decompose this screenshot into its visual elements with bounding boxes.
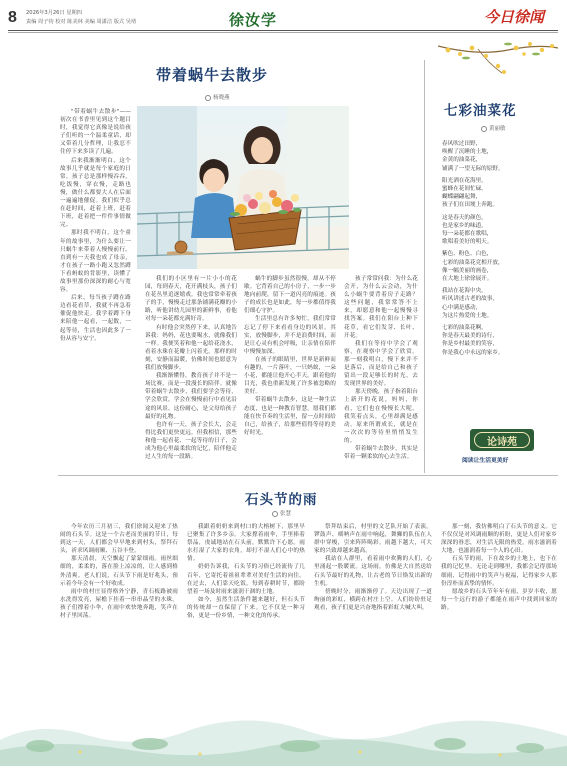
article-snail-col3 xyxy=(145,275,237,472)
poem-line: 蜜蜂在花间忙碌， xyxy=(442,186,487,193)
poem-line: 金黄的油菜花， xyxy=(442,157,482,164)
article-stone-col2 xyxy=(187,523,305,710)
paragraph: 傍晚时分，雨渐渐停了。天边出现了一道绚丽的彩虹，横跨在村庄上空。人们纷纷驻足观看，孩子们更是兴奋地指着彩虹大喊大叫。 xyxy=(314,588,432,611)
article-snail-col4 xyxy=(244,275,336,472)
page-number: 8 xyxy=(8,9,17,26)
paragraph: 愿故乡的石头节年年有雨，岁岁丰收，愿每一个远行的游子都能在雨声中找到回家的路。 xyxy=(441,588,557,611)
poem-line: 蝴蝶翩翩起舞， xyxy=(442,194,482,201)
column-badge-text: 论诗苑 xyxy=(487,437,517,448)
branch-decoration xyxy=(438,36,558,96)
column-divider xyxy=(424,60,425,473)
paragraph: 雨中的村庄显得格外宁静，青石板路被雨水洗得发亮，屋檐下挂着一串串晶莹的水珠。孩子们撑着小伞，在雨中欢快地奔跑，笑声在村子里回荡。 xyxy=(60,588,178,620)
paragraph: 我跟着奶奶来到村口的大榕树下，那里早已聚集了许多乡亲。大家撑着雨伞，手里捧着祭品，虔诚地站在石头前，默默许下心愿。雨水打湿了大家的衣角，却打不湿人们心中的热情。 xyxy=(187,524,305,563)
article-title-rapeseed: 七彩油菜花 xyxy=(444,103,517,119)
section-divider xyxy=(58,475,558,476)
issue-date: 2026年3月26日 星期四 xyxy=(26,10,82,16)
editor-credits: 责编 周子钧 校对 陈美林 美编 周潇洁 版式 吴靖 xyxy=(26,19,137,25)
poem-line: 歌唱着美好的明天。 xyxy=(442,239,493,246)
paragraph: 我站在人群里，看着雨中欢腾的人们，心里涌起一股暖流。这场雨，仿佛是大自然送给石头节最好的礼物，让古老的节日焕发出新的生机。 xyxy=(314,556,432,587)
poem-line: 这是春天的颜色， xyxy=(442,214,487,221)
poem-line: 七彩的油菜花啊， xyxy=(442,325,487,332)
poem-line: 孩子们在田埂上奔跑。 xyxy=(442,202,498,209)
column-badge-caption: 阅读让生活更美好 xyxy=(462,458,509,464)
article-byline-stone-festival: 张慧 xyxy=(272,509,291,517)
paragraph: 后来，每当孩子蹲在路边看花看草，我就不再急着催促他快走。我学着蹲下身来陪他一起看，一起数，一起等待，生活也因此多了一份从容与安宁。 xyxy=(60,295,131,342)
article-stone-col4 xyxy=(441,523,557,710)
paragraph: 奶奶告诉我，石头节的习俗已经流传了几百年，它寄托着祖祖辈辈对美好生活的向往。在过去，人们靠天吃饭，每到春耕时节，都盼望着一场及时雨来滋润干涸的土地。 xyxy=(187,564,305,595)
header-rule-thin xyxy=(8,32,558,33)
paragraph: 今年农历三月初三，我们徐闻又迎来了热闹的石头节。这是一个古老而美丽的节日，每到这一天，人们都会早早地来到村头，祭拜石头，祈求风调雨顺、五谷丰登。 xyxy=(60,524,178,555)
poem-line: 我站在花海中央， xyxy=(442,288,487,295)
article-snail-col1 xyxy=(60,108,131,472)
poem-line: 你是春天最美的诗行， xyxy=(442,333,498,340)
landscape-decoration xyxy=(0,700,567,766)
paragraph: 后来我渐渐明白，这个故事几乎就是每个家庭的日常。孩子总是那样慢吞吞，吃饭慢，穿衣慢，走路也慢，做什么都要大人在后面一遍遍地催促。我们似乎总在赶时间，赶着上班，赶着下班，赶着把一件件事情做完。 xyxy=(60,157,131,229)
paragraph: 那一刻，我仿佛明白了石头节的意义。它不仅仅是对风调雨顺的祈盼，更是人们对家乡深深的眷恋，对生活无限的热爱。雨水滋润着大地，也滋润着每一个人的心田。 xyxy=(441,524,557,555)
column-badge xyxy=(470,429,534,451)
paragraph: 那时我不明白，这个童年的故事里，为什么要让一只蜗牛来带着人慢慢前行。直到有一天我也成了母亲，才在孩子一路小跑又忽然蹲下看蚂蚁的背影里，读懂了故事里那份深深的耐心与宽容。 xyxy=(60,230,131,294)
poem-line: 也是家乡的味道， xyxy=(442,222,487,229)
illustration-mother-child-flowers xyxy=(137,106,349,269)
paragraph: 孩子常常问我：为什么花会开，为什么云会动，为什么小蜗牛要背着房子走路？这些问题，我常常答不上来，却愿意和他一起慢慢寻找答案。我们在阳台上种下花草，看它们发芽、长叶、开花。 xyxy=(344,276,418,339)
article-snail-col2 xyxy=(344,275,418,472)
paragraph: 带着蜗牛去散步，这是一种生活态度，也是一种教育智慧。愿我们都能在快节奏的生活里，留一点时间给自己，给孩子，给那些值得等待的美好时光。 xyxy=(244,397,336,436)
newspaper-logo: 今日徐闻 xyxy=(484,8,545,26)
article-stone-col3 xyxy=(314,523,432,710)
article-byline-snail: 杨晓燕 xyxy=(205,93,230,101)
paragraph: 祭拜结束后，村里的文艺队开始了表演。锣鼓声、唢呐声在雨中响起，舞狮的队伍在人群中穿梭，引来阵阵喝彩。雨越下越大，可大家的兴致却越来越高。 xyxy=(314,524,432,555)
paragraph: 有时他会突然停下来，认真地告诉我：妈妈，花也要喝水，就像我们一样。我便笑着和他一起给花浇水，看着水珠在花瓣上闪着光。那样的时刻，安静而温暖，仿佛时间也愿意为我们放慢脚步。 xyxy=(145,324,237,372)
paragraph: 生活里总有许多匆忙，我们常常忘记了停下来看看身边的风景。其实，放慢脚步，并不是浪费时间，而是让心灵有机会呼吸，让亲情在陪伴中慢慢加深。 xyxy=(244,316,336,355)
poem-line: 七彩的油菜花竞相开放， xyxy=(442,259,504,266)
poem-line: 阳光洒在花海里， xyxy=(442,177,487,184)
column-name: 徐汝学 xyxy=(229,11,278,29)
poem-line: 在大地上徐徐展开。 xyxy=(442,276,493,283)
paragraph: 我渐渐懂得，教育孩子并不是一场比赛，而是一段漫长的陪伴。就像带着蜗牛去散步，我们要学会等待，学会欣赏，学会在慢慢前行中看见沿途的风景。这份耐心，是父母给孩子最好的礼物。 xyxy=(145,373,237,420)
poem-line: 唤醒了沉睡的土地， xyxy=(442,149,493,156)
paragraph: 在孩子的眼睛里，世界是新鲜而有趣的。一片落叶，一只蚂蚁，一朵小花，都能让他开心半天。跟着他的目光，我也重新发现了许多被忽略的美好。 xyxy=(244,356,336,396)
article-byline-rapeseed: 黄丽敏 xyxy=(481,124,506,132)
paragraph: 也许有一天，孩子会长大，会走得比我们更快更远。但我相信，那些和他一起看花、一起等待的日子，会成为他心里最柔软的记忆，陪伴他走过人生的每一段路。 xyxy=(145,421,237,461)
poem-line: 你是乡村最美的笑容， xyxy=(442,341,498,348)
paragraph: 那天傍晚，孩子指着阳台上新开的花说，妈妈，你看，它们也在慢慢长大呢。我笑着点头，心里却满是感动。原来所谓成长，就是在一次次的等待里悄悄发生的。 xyxy=(344,389,418,444)
article-title-snail: 带着蜗牛去散步 xyxy=(156,66,269,84)
paragraph: 那天清晨，天空飘起了蒙蒙细雨。雨丝细细的，柔柔的，落在脸上凉凉的，让人感到格外清爽。老人们说，石头节下雨是好兆头，预示着今年会有一个好收成。 xyxy=(60,556,178,587)
header-rule xyxy=(8,30,558,31)
paragraph: "带着蜗牛去散步"——初次在书香里见到这个题目时，我觉得它真像是说给孩子们听的一个温柔童话，却又带着几分哲理，让我忍不住停下来多读了几遍。 xyxy=(60,109,131,156)
paragraph: 带着蜗牛去散步，其实是带着一颗柔软的心去生活。 xyxy=(344,445,418,461)
poem-line: 每一朵花都在歌唱， xyxy=(442,231,493,238)
paragraph: 蜗牛的脚步虽然很慢，却从不停歇。它背着自己的小房子，一步一步地向前爬，留下一道闪亮的痕迹。孩子的成长也是如此，每一步都值得我们细心守护。 xyxy=(244,276,336,315)
poem-line: 心中满是感动， xyxy=(442,304,482,311)
poem-body xyxy=(442,140,554,432)
poem-line: 铺满了一望无际的原野。 xyxy=(442,165,504,172)
poem-line: 像一幅美丽的画卷， xyxy=(442,267,493,274)
poem-line: 紫色、粉色、白色， xyxy=(442,251,493,258)
poem-line: 你是我心中永远的家乡。 xyxy=(442,349,504,356)
article-title-stone-festival: 石头节的雨 xyxy=(245,492,318,508)
paragraph: 石头节的雨，下在故乡的土地上，也下在我的记忆里。无论走到哪里，我都会记得那场细雨，记得雨中的笑声与祝福，记得家乡人那份淳朴而真挚的情怀。 xyxy=(441,556,557,587)
paragraph: 我们的小区里有一片小小的花园，每到春天，花开满枝头，孩子们在花丛里追逐嬉戏。我也常常牵着孩子的手，慢慢走过那条铺满花瓣的小路，听他讲幼儿园里的新鲜事，看他对每一朵花都充满好奇。 xyxy=(145,276,237,323)
article-stone-col1 xyxy=(60,523,178,710)
paragraph: 如今，虽然生活条件越来越好，但石头节的传统却一直保留了下来。它不仅是一种习俗，更是一份乡情，一种文化的传承。 xyxy=(187,596,305,620)
poem-line: 听风讲述古老的故事， xyxy=(442,296,498,303)
poem-line: 春风吹过田野， xyxy=(442,141,482,147)
paragraph: 我们在等待中学会了观察，在观察中学会了欣赏。那一刻我明白，慢下来并不是落后，而是给自己和孩子留出一段足够长的时光，去发现世界的美好。 xyxy=(344,340,418,388)
poem-line: 为这片热爱的土地。 xyxy=(442,312,493,319)
